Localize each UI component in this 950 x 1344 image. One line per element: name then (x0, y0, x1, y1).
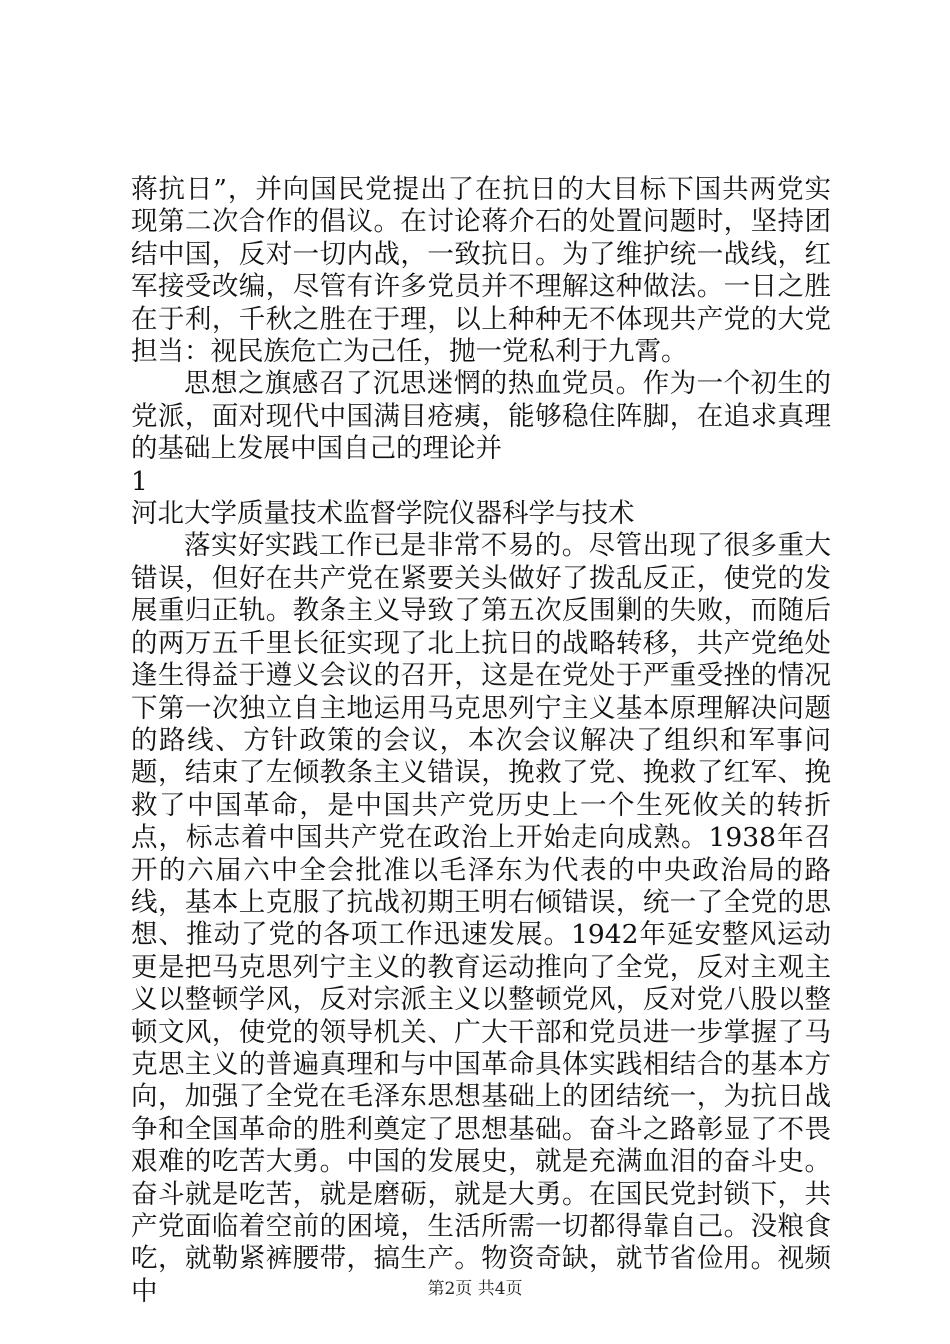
paragraph-thought-banner: 思想之旗感召了沉思迷惘的热血党员。作为一个初生的党派，面对现代中国满目疮痍，能够稳住阵脚，在追求真理的基础上发展中国自己的理论并 (131, 368, 831, 465)
paragraph-continuation: 蒋抗日”，并向国民党提出了在抗日的大目标下国共两党实现第二次合作的倡议。在讨论蒋介石的处置问题时，坚持团结中国，反对一切内战，一致抗日。为了维护统一战线，红军接受改编，尽管有许多党员并不理解这种做法。一日之胜在于利，千秋之胜在于理，以上种种无不体现共产党的大党担当：视民族危亡为己任，抛一党私利于九霄。 (131, 174, 831, 368)
document-body (131, 174, 831, 1308)
paragraph-practice-work: 落实好实践工作已是非常不易的。尽管出现了很多重大错误，但好在共产党在紧要关头做好了拨乱反正，使党的发展重归正轨。教条主义导致了第五次反围剿的失败，而随后的两万五千里长征实现了北上抗日的战略转移，共产党绝处逢生得益于遵义会议的召开，这是在党处于严重受挫的情况下第一次独立自主地运用马克思列宁主义基本原理解决问题的路线、方针政策的会议，本次会议解决了组织和军事问题，结束了左倾教条主义错误，挽救了党、挽救了红军、挽救了中国革命，是中国共产党历史上一个生死攸关的转折点，标志着中国共产党在政治上开始走向成熟。1938年召开的六届六中全会批准以毛泽东为代表的中央政治局的路线，基本上克服了抗战初期王明右倾错误，统一了全党的思想、推动了党的各项工作迅速发展。1942年延安整风运动更是把马克思列宁主义的教育运动推向了全党，反对主观主义以整顿学风，反对宗派主义以整顿党风，反对党八股以整顿文风，使党的领导机关、广大干部和党员进一步掌握了马克思主义的普遍真理和与中国革命具体实践相结合的基本方向，加强了全党在毛泽东思想基础上的团结统一，为抗日战争和全国革命的胜利奠定了思想基础。奋斗之路彰显了不畏艰难的吃苦大勇。中国的发展史，就是充满血泪的奋斗史。奋斗就是吃苦，就是磨砺，就是大勇。在国民党封锁下，共产党面临着空前的困境，生活所需一切都得靠自己。没粮食吃，就勒紧裤腰带，搞生产。物资奇缺，就节省俭用。视频中 (131, 530, 831, 1307)
author-affiliation: 河北大学质量技术监督学院仪器科学与技术 (131, 498, 635, 530)
page-footer: 第2页 共4页 (427, 1279, 523, 1299)
inline-page-number: 1 (131, 465, 148, 497)
